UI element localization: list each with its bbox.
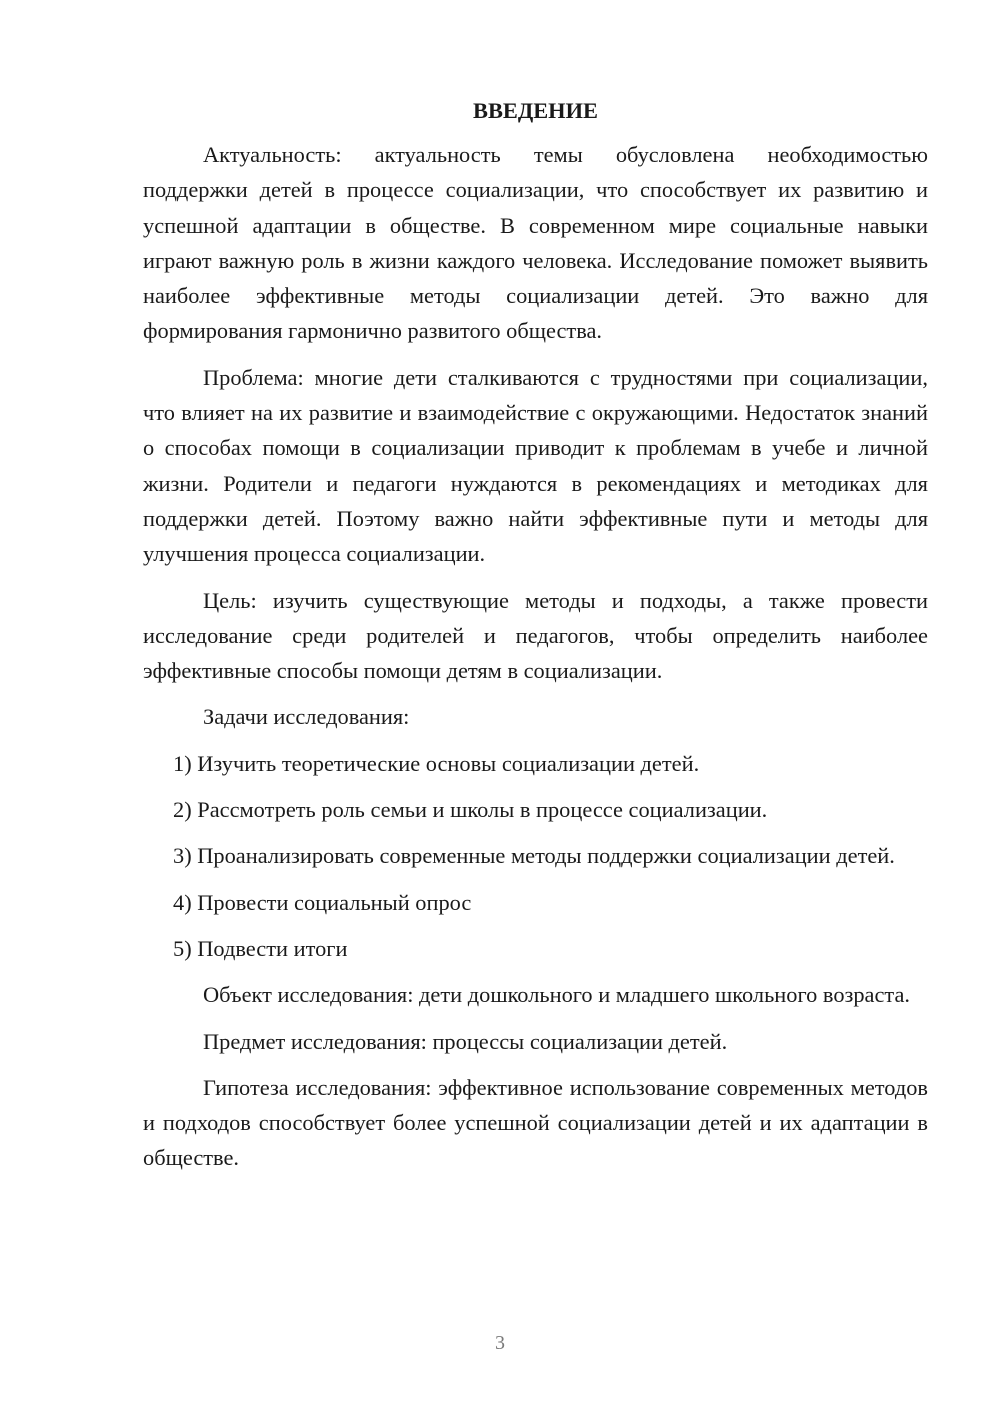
task-item: 2) Рассмотреть роль семьи и школы в процессе социализации. bbox=[173, 797, 768, 823]
object-paragraph: Объект исследования: дети дошкольного и младшего школьного возраста. bbox=[203, 982, 911, 1008]
document-page bbox=[143, 93, 928, 1187]
page-title: ВВЕДЕНИЕ bbox=[473, 98, 598, 123]
relevance-paragraph: Актуальность: актуальность темы обусловлена необходимостью поддержки детей в процессе социализации, что способствует их развитию и успешной адаптации в обществе. В современном мире социальные навыки играют важную роль в жизни каждого человека. Исследование поможет выявить наиболее эффективные методы социализации детей. Это важно для формирования гармонично развитого общества. bbox=[143, 142, 928, 344]
hypothesis-paragraph: Гипотеза исследования: эффективное использование современных методов и подходов способствует более успешной социализации детей и их адаптации в обществе. bbox=[143, 1074, 928, 1171]
subject-paragraph: Предмет исследования: процессы социализации детей. bbox=[203, 1028, 728, 1054]
task-item: 5) Подвести итоги bbox=[173, 935, 348, 961]
task-item: 4) Провести социальный опрос bbox=[173, 889, 472, 915]
task-item: 3) Проанализировать современные методы поддержки социализации детей. bbox=[173, 843, 895, 869]
goal-paragraph: Цель: изучить существующие методы и подходы, а также провести исследование среди родителей и педагогов, чтобы определить наиболее эффективные способы помощи детям в социализации. bbox=[143, 587, 928, 684]
tasks-title: Задачи исследования: bbox=[203, 704, 410, 730]
task-item: 1) Изучить теоретические основы социализации детей. bbox=[173, 750, 700, 776]
problem-paragraph: Проблема: многие дети сталкиваются с трудностями при социализации, что влияет на их развитие и взаимодействие с окружающими. Недостаток знаний о способах помощи в социализации приводит к проблемам в учебе и личной жизни. Родители и педагоги нуждаются в рекомендациях и методиках для поддержки детей. Поэтому важно найти эффективные пути и методы для улучшения процесса социализации. bbox=[143, 364, 928, 567]
page-number: 3 bbox=[495, 1332, 505, 1354]
